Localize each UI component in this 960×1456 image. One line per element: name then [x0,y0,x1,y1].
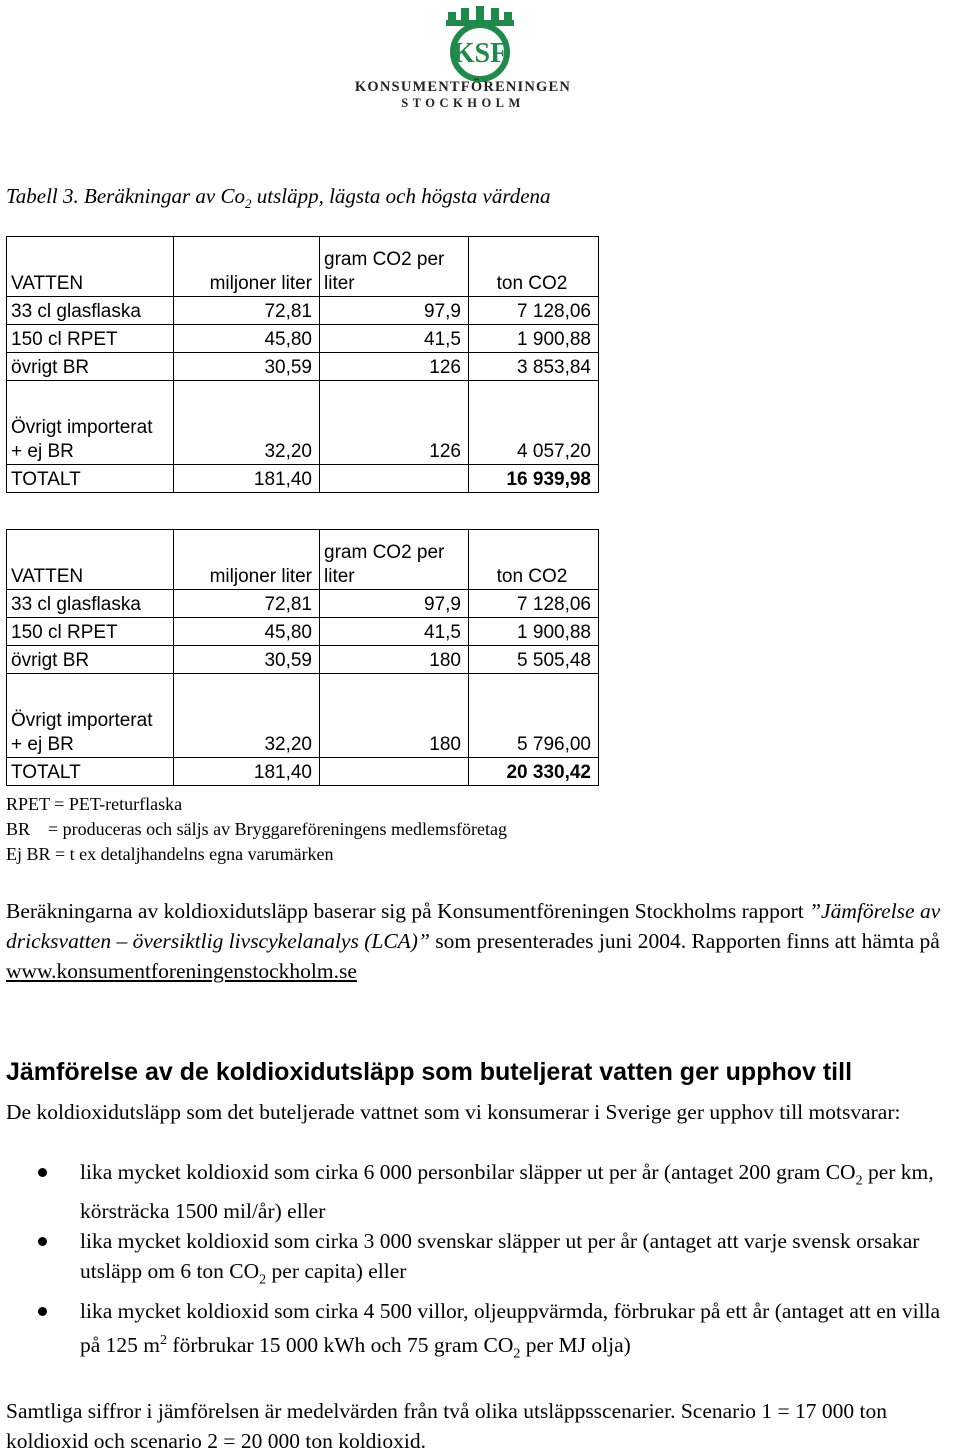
header-cell: miljoner liter [174,530,320,590]
table-total-row [7,758,599,786]
table-cell: 32,20 [174,381,320,465]
note-rpet: RPET = PET-returflaska [6,794,183,814]
bullet-icon [38,1168,47,1177]
table-cell: 45,80 [174,618,320,646]
summary-paragraph: Samtliga siffror i jämförelsen är medelvärden från två olika utsläppsscenarier. Scenario 1 = 17 000 ton koldioxid och scenario 2 = 20 000 ton koldioxid. [6,1399,888,1453]
table-total-row [7,465,599,493]
report-link[interactable]: www.konsumentforeningenstockholm.se [6,959,357,983]
table-cell: 33 cl glasflaska [7,590,174,618]
table-cell: 150 cl RPET [7,618,174,646]
table-cell: Övrigt importerat + ej BR [7,381,174,465]
svg-text:KSF: KSF [452,38,508,69]
table-cell [320,758,469,786]
table-cell: 41,5 [320,325,469,353]
table-cell: övrigt BR [7,646,174,674]
table-row [7,646,599,674]
report-title: ”Jämförelse av dricksvatten – översiktlig livscykelanalys (LCA)” [6,899,941,953]
table-row [7,325,599,353]
table-cell: 30,59 [174,646,320,674]
intro-paragraph: De koldioxidutsläpp som det buteljerade vattnet som vi konsumerar i Sverige ger upphov till motsvarar: [6,1100,901,1124]
table-row [7,674,599,758]
table-cell: 1 900,88 [469,618,599,646]
logo [0,0,960,120]
table-cell: 7 128,06 [469,590,599,618]
emissions-table-low [6,236,599,493]
bullet-icon [38,1237,47,1246]
caption-label: Tabell 3. [6,184,79,208]
header-cell: ton CO2 [469,237,599,297]
table-row [7,381,599,465]
bullet-icon [38,1307,47,1316]
table-row [7,618,599,646]
comparison-list [0,1157,960,1369]
header-cell: gram CO2 per liter [320,237,469,297]
header-cell: miljoner liter [174,237,320,297]
total-co2: 16 939,98 [469,465,599,493]
total-co2: 20 330,42 [469,758,599,786]
table-row [7,590,599,618]
table-cell: 7 128,06 [469,297,599,325]
table-header-row [7,530,599,590]
source-paragraph: Beräkningarna av koldioxidutsläpp baserar sig på Konsumentföreningen Stockholms rapport ”Jämförelse av dricksvatten – översiktlig livscykelanalys (LCA)” som presenterades juni 2004. Rapporten finns att hämta på www.konsumentforeningenstockholm.se [6,899,941,983]
table-cell: 150 cl RPET [7,325,174,353]
table-cell: 5 796,00 [469,674,599,758]
list-item: lika mycket koldioxid som cirka 6 000 personbilar släpper ut per år (antaget 200 gram $CO_2$ per km, körsträcka 1500 mil/år) eller [0,1157,960,1226]
list-item: lika mycket koldioxid som cirka 4 500 villor, oljeuppvärmda, förbrukar på ett år (antaget att en villa på 125 $m^2$ förbrukar 15 000 kWh och 75 gram $CO_2$ per MJ olja) [0,1296,960,1369]
table-row [7,353,599,381]
table-cell: 4 057,20 [469,381,599,465]
section-heading: Jämförelse av de koldioxidutsläpp som buteljerat vatten ger upphov till [6,1058,853,1086]
abbreviation-notes [6,792,507,867]
table-cell: 45,80 [174,325,320,353]
table-cell: 32,20 [174,674,320,758]
table-cell: 30,59 [174,353,320,381]
header-cell: ton CO2 [469,530,599,590]
total-volume: 181,40 [174,758,320,786]
logo-name-line: KONSUMENTFÖRENINGEN [354,79,572,95]
table-cell: 5 505,48 [469,646,599,674]
table-header-row [7,237,599,297]
note-ej-br: Ej BR = t ex detaljhandelns egna varumärken [6,844,334,864]
table-cell: 97,9 [320,297,469,325]
table-cell: 180 [320,646,469,674]
table-cell: 72,81 [174,590,320,618]
ksf-emblem-icon [428,4,532,82]
header-cell: gram CO2 per liter [320,530,469,590]
table-caption: Tabell 3. Beräkningar av $Co_2$ utsläpp, lägsta och högsta värdena [6,184,551,212]
table-cell: Övrigt importerat + ej BR [7,674,174,758]
table-cell: 126 [320,353,469,381]
table-cell: 72,81 [174,297,320,325]
table-cell: övrigt BR [7,353,174,381]
total-label: TOTALT [7,758,174,786]
table-cell [320,465,469,493]
table-cell: 1 900,88 [469,325,599,353]
table-cell: 126 [320,381,469,465]
table-cell: 180 [320,674,469,758]
table-cell: 97,9 [320,590,469,618]
logo-city-line: STOCKHOLM [401,96,525,110]
table-cell: 41,5 [320,618,469,646]
total-volume: 181,40 [174,465,320,493]
table-cell: 33 cl glasflaska [7,297,174,325]
note-br: BR = produceras och säljs av Bryggareföreningens medlemsföretag [6,819,508,839]
header-cell: VATTEN [7,237,174,297]
table-cell: 3 853,84 [469,353,599,381]
header-cell: VATTEN [7,530,174,590]
emissions-table-high [6,529,599,786]
total-label: TOTALT [7,465,174,493]
list-item: lika mycket koldioxid som cirka 3 000 svenskar släpper ut per år (antaget att varje svensk orsakar utsläpp om 6 ton $CO_2$ per capita) eller [0,1226,960,1295]
table-row [7,297,599,325]
